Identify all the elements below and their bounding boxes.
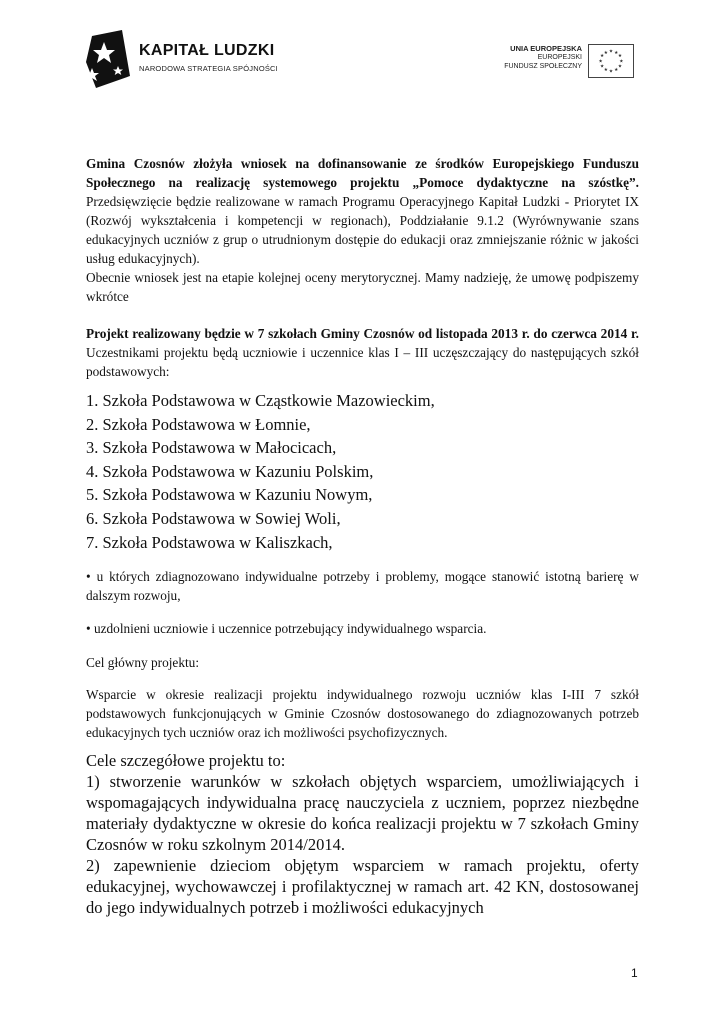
- main-goal-paragraph: Wsparcie w okresie realizacji projektu indywidualnego rozwoju uczniów klas I-III 7 szkół podstawowych funkcjonujących w Gminie Czosnów dostosowanego do zdiagnozowanych potrzeb edukacyjnych tych uczniów oraz ich możliwości psychofizycznych.: [86, 687, 639, 740]
- eu-logo-line2: EUROPEJSKI: [537, 54, 582, 61]
- status-paragraph: Obecnie wniosek jest na etapie kolejnej oceny merytorycznej. Mamy nadzieję, że umowę podpiszemy wkrótce: [86, 270, 639, 304]
- list-item: 5. Szkoła Podstawowa w Kazuniu Nowym,: [86, 485, 373, 505]
- kapital-ludzki-logo: [82, 30, 282, 90]
- svg-text:★: ★: [599, 54, 605, 60]
- svg-text:★: ★: [608, 49, 614, 55]
- eu-logo-text: [504, 44, 582, 71]
- eu-logo-line1: UNIA EUROPEJSKA: [510, 44, 582, 53]
- svg-text:★: ★: [603, 67, 608, 73]
- detailed-goals-label: Cele szczegółowe projektu to:: [86, 751, 286, 770]
- schools-list: [86, 389, 639, 554]
- intro-paragraph: [86, 154, 639, 268]
- svg-text:★: ★: [608, 69, 614, 75]
- list-item: 2. Szkoła Podstawowa w Łomnie,: [86, 414, 311, 434]
- svg-text:★: ★: [617, 64, 623, 70]
- main-goal-label: Cel główny projektu:: [86, 655, 200, 670]
- project-paragraph: [86, 324, 639, 381]
- list-item: 7. Szkoła Podstawowa w Kaliszkach,: [86, 532, 333, 552]
- project-bold: Projekt realizowany będzie w 7 szkołach Gminy Czosnów od listopada 2013 r. do czerwca 2014 r.: [86, 326, 639, 341]
- list-item: 1. Szkoła Podstawowa w Cząstkowie Mazowieckim,: [86, 391, 435, 410]
- list-item: 3. Szkoła Podstawowa w Małocicach,: [86, 438, 337, 458]
- svg-text:★: ★: [619, 59, 624, 65]
- bullet-item: • uzdolnieni uczniowie i uczennice potrzebujący indywidualnego wsparcia.: [86, 621, 487, 636]
- list-item: 4. Szkoła Podstawowa w Kazuniu Polskim,: [86, 461, 374, 481]
- logo-subtitle: NARODOWA STRATEGIA SPÓJNOŚCI: [139, 64, 278, 73]
- svg-text:★: ★: [614, 50, 619, 56]
- logo-title: KAPITAŁ LUDZKI: [139, 42, 275, 59]
- intro-bold: Gmina Czosnów złożyła wniosek na dofinansowanie ze środków Europejskiego Funduszu Społecznego na realizację systemowego projektu „Pomoce dydaktyczne na szóstkę”.: [86, 156, 639, 190]
- eu-logo: [490, 44, 650, 84]
- eu-flag-icon: [588, 44, 634, 78]
- intro-rest: Przedsięwzięcie będzie realizowane w ramach Programu Operacyjnego Kapitał Ludzki - Priorytet IX (Rozwój wykształcenia i kompetencji w regionach), Poddziałanie 9.1.2 (Wyrównywanie szans edukacyjnych uczniów z grup o utrudnionym dostępie do edukacji oraz zmniejszanie różnic w jakości usług edukacyjnych).: [86, 194, 639, 266]
- eu-logo-line3: FUNDUSZ SPOŁECZNY: [504, 63, 582, 70]
- svg-text:★: ★: [603, 50, 608, 56]
- kapital-ludzki-emblem-icon: [82, 30, 134, 88]
- svg-text:★: ★: [617, 54, 623, 60]
- svg-text:★: ★: [614, 67, 619, 73]
- detailed-goal-item: 1) stworzenie warunków w szkołach objętych wsparciem, umożliwiających i wspomagających indywidualna pracę nauczyciela z uczniem, poprzez niezbędne materiały dydaktyczne w okresie do końca realizacji projektu w 7 szkołach Gminy Czosnów w roku szkolnym 2014/2014.: [86, 772, 639, 854]
- list-item: 6. Szkoła Podstawowa w Sowiej Woli,: [86, 508, 341, 528]
- svg-text:★: ★: [599, 64, 605, 70]
- page-number: 1: [631, 966, 638, 980]
- detailed-goal-item: 2) zapewnienie dzieciom objętym wsparciem w ramach projektu, oferty edukacyjnej, wychowawczej i profilaktycznej w ramach art. 42 KN, dostosowanej do jego indywidualnych potrzeb i możliwości edukacyjnych: [86, 856, 639, 917]
- project-rest: Uczestnikami projektu będą uczniowie i uczennice klas I – III uczęszczający do następujących szkół podstawowych:: [86, 345, 639, 379]
- svg-text:★: ★: [598, 59, 603, 65]
- bullet-item: • u których zdiagnozowano indywidualne potrzeby i problemy, mogące stanowić istotną barierę w dalszym rozwoju,: [86, 569, 639, 603]
